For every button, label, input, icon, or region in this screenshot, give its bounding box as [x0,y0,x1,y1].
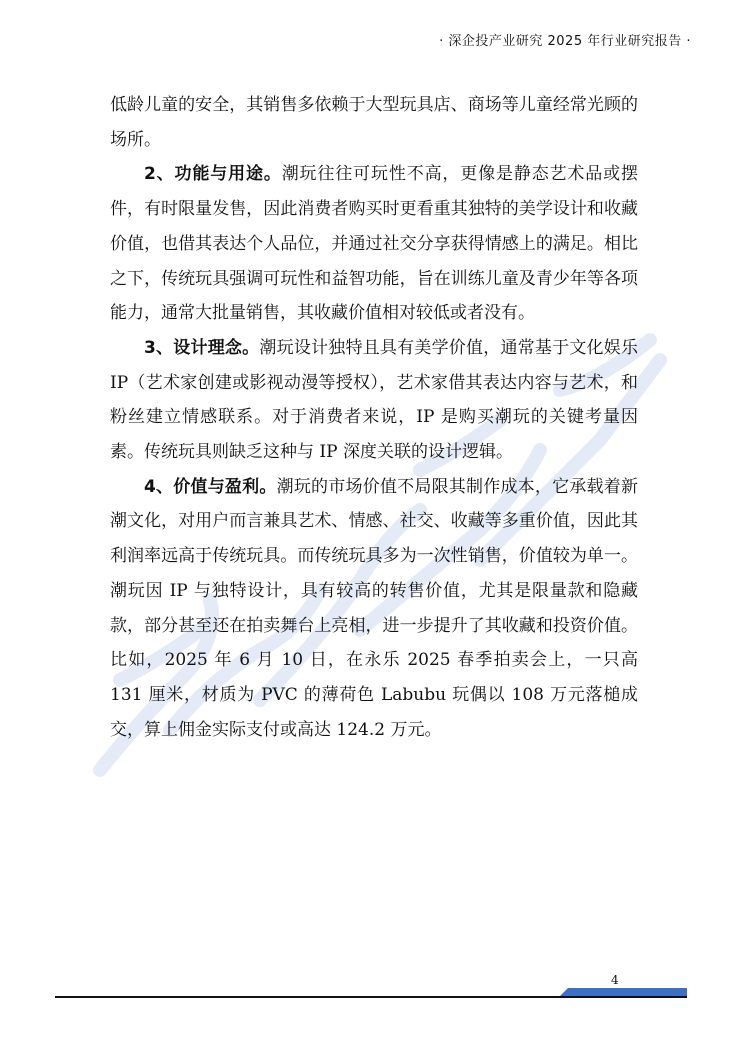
body-text [110,88,638,747]
paragraph-text: 低龄儿童的安全，其销售多依赖于大型玩具店、商场等儿童经常光顾的场所。 [110,95,638,150]
footer-accent-bar [560,988,687,996]
paragraph-design [110,331,638,470]
paragraph-text: 潮玩设计独特且具有美学价值，通常基于文化娱乐 IP（艺术家创建或影视动漫等授权），艺术家借其表达内容与艺术，和粉丝建立情感联系。对于消费者来说，IP 是购买潮玩的关键考量因素。传统玩具则缺乏这种与 IP 深度关联的设计逻辑。 [110,337,638,463]
paragraph-lead: 4、价值与盈利。 [144,476,277,497]
paragraph-function [110,157,638,331]
paragraph-lead: 2、功能与用途。 [144,164,282,185]
paragraph-continuation [110,88,638,157]
report-header: · 深企投产业研究 2025 年行业研究报告 · [439,34,691,49]
paragraph-text: 潮玩的市场价值不局限其制作成本，它承载着新潮文化，对用户而言兼具艺术、情感、社交、收藏等多重价值，因此其利润率远高于传统玩具。而传统玩具多为一次性销售，价值较为单一。潮玩因 IP 与独特设计，具有较高的转售价值，尤其是限量款和隐藏款，部分甚至还在拍卖舞台上亮相，进一步提升了其收藏和投资价值。比如，2025 年 6 月 10 日，在永乐 2025 春季拍卖会上，一只高 131 厘米，材质为 PVC 的薄荷色 Labubu 玩偶以 108 万元落槌成交，算上佣金实际支付或高达 124.2 万元。 [110,476,638,740]
paragraph-text: 潮玩往往可玩性不高，更像是静态艺术品或摆件，有时限量发售，因此消费者购买时更看重其独特的美学设计和收藏价值，也借其表达个人品位，并通过社交分享获得情感上的满足。相比之下，传统玩具强调可玩性和益智功能，旨在训练儿童及青少年等各项能力，通常大批量销售，其收藏价值相对较低或者没有。 [110,164,638,324]
paragraph-value [110,470,638,748]
footer-divider [55,996,687,998]
page-number: 4 [611,973,619,987]
paragraph-lead: 3、设计理念。 [144,337,260,358]
